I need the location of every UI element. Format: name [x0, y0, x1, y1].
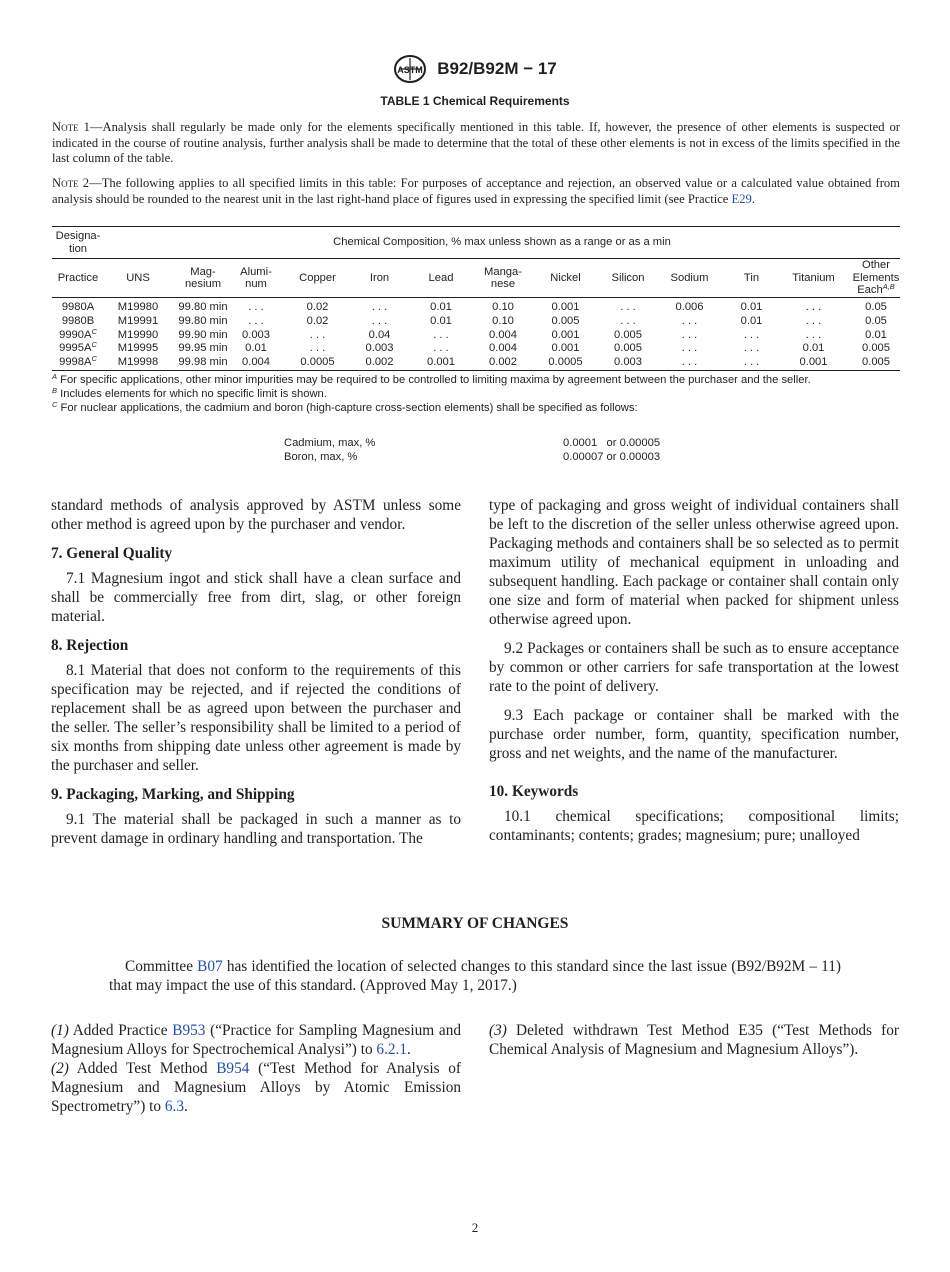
- column-header: Tin: [728, 259, 775, 298]
- note-text: —The following applies to all specified limits in this table: For purposes of acceptance and rejection, an observed value or a calculated value obtained from analysis should be rounded to the nearest unit in the last right-hand place of figures used in expressing the specified limit (see Practice: [52, 176, 900, 206]
- table-cell: . . .: [681, 328, 698, 341]
- footnote-mark: A: [52, 372, 58, 381]
- astm-logo-icon: [393, 54, 427, 84]
- footnote-mark: B: [52, 385, 58, 395]
- table-cell: 0.0005: [526, 356, 605, 370]
- table-cell: 0.004: [489, 342, 517, 355]
- column-header: Lead: [402, 259, 480, 298]
- practice-value: 9990A: [59, 328, 92, 341]
- table-row: [52, 356, 900, 370]
- table-cell: . . .: [309, 328, 326, 341]
- table-cell: 0.0005: [278, 356, 357, 370]
- table-cell: 0.003: [605, 356, 651, 370]
- footnote-text: For specific applications, other minor impurities may be required to be controlled to limiting maxima by agreement between the purchaser and the seller.: [57, 374, 811, 386]
- table-cell: 0.01: [802, 342, 825, 355]
- text-span: (“Practice for Sampling Magnesium and Magnesium Alloys for Spectrochemical Analysi”) to: [51, 1022, 462, 1058]
- page-number: 2: [471, 1220, 479, 1235]
- table-cell: 0.002: [480, 356, 526, 370]
- practice-cell: [52, 298, 104, 315]
- paragraph: 9.1 The material shall be packaged in such a manner as to prevent damage in ordinary handling and transportation. The: [51, 811, 461, 847]
- chemical-requirements-table: [52, 226, 900, 371]
- limit-label: Cadmium, max, %: [284, 437, 376, 449]
- table-cell: . . .: [433, 342, 449, 355]
- other-elements-label: Other Elements Each: [852, 259, 900, 297]
- section-6-2-1-link[interactable]: 6.2.1: [376, 1041, 408, 1058]
- table-cell: 0.05: [865, 301, 887, 313]
- footnote: [52, 399, 912, 416]
- table-cell: 0.01: [740, 301, 763, 313]
- footnote-ref: C: [91, 354, 97, 364]
- text-span: has identified the location of selected changes to this standard since the last issue (B92/B92M – 11) that may impact the use of this standard. (Approved May 1, 2017.): [109, 958, 841, 994]
- section-heading: 7. General Quality: [51, 545, 173, 562]
- practice-value: 9995A: [59, 342, 92, 355]
- table-cell: 0.01: [430, 314, 452, 327]
- table-cell: 0.003: [242, 328, 270, 341]
- change-number: (1): [51, 1022, 69, 1039]
- summary-title: SUMMARY OF CHANGES: [381, 915, 569, 932]
- column-header: Manga- nese: [480, 259, 526, 298]
- table-note-2: [52, 176, 900, 207]
- table-cell: 99.80 min: [178, 314, 228, 327]
- changes-left-column: [51, 1021, 461, 1116]
- practice-value: 9998A: [59, 356, 92, 369]
- table-cell: . . .: [651, 356, 728, 370]
- table-cell: 0.10: [492, 301, 514, 313]
- composition-header: Chemical Composition, % max unless shown as a range or as a min: [104, 227, 900, 259]
- table-cell: 0.001: [551, 342, 580, 355]
- section-heading: 10. Keywords: [489, 783, 579, 800]
- table-cell: . . .: [681, 314, 698, 327]
- table-cell: . . .: [371, 314, 388, 327]
- table-cell: 0.004: [234, 356, 278, 370]
- table-cell: 0.002: [357, 356, 402, 370]
- practice-cell: [52, 356, 104, 370]
- column-header: Copper: [278, 259, 357, 298]
- table-cell: M19991: [117, 314, 159, 327]
- table-cell: 0.01: [865, 328, 887, 341]
- svg-text:ASTM: ASTM: [397, 65, 423, 75]
- table-cell: 0.10: [492, 314, 514, 327]
- b954-link[interactable]: B954: [216, 1060, 250, 1077]
- table-cell: 0.004: [489, 328, 517, 341]
- change-number: (2): [51, 1060, 69, 1077]
- committee-b07-link[interactable]: B07: [197, 958, 223, 975]
- table-cell: 0.02: [306, 314, 329, 327]
- table-cell: 99.80 min: [178, 301, 228, 313]
- paragraph: 7.1 Magnesium ingot and stick shall have a clean surface and shall be commercially free from dirt, slag, or other foreign material.: [51, 570, 461, 625]
- table-cell: . . .: [743, 328, 760, 341]
- text-span: .: [407, 1041, 411, 1058]
- footnote-ref: A,B: [882, 282, 895, 292]
- practice-value: 9980A: [61, 301, 95, 313]
- paragraph: standard methods of analysis approved by ASTM unless some other method is agreed upon by the purchaser and vendor.: [51, 497, 461, 533]
- table-cell: . . .: [681, 342, 698, 355]
- table-cell: 0.005: [852, 356, 900, 370]
- summary-intro: [109, 957, 841, 995]
- table-cell: 0.005: [614, 342, 642, 355]
- table-cell: 0.001: [775, 356, 852, 370]
- section-6-3-link[interactable]: 6.3: [164, 1098, 184, 1115]
- table-cell: . . .: [248, 314, 264, 327]
- limit-row: [284, 450, 660, 464]
- document-designation: B92/B92M − 17: [437, 59, 557, 78]
- paragraph: 9.2 Packages or containers shall be such as to ensure acceptance by common or other carriers for safe transportation at the lowest rate to the point of delivery.: [489, 640, 899, 695]
- table-row: [52, 315, 900, 329]
- column-header: Sodium: [651, 259, 728, 298]
- table-cell: . . .: [620, 314, 636, 327]
- paragraph: 10.1 chemical specifications; compositional limits; contaminants; contents; grades; magnesium; pure; unalloyed: [489, 808, 899, 844]
- column-header: Alumi- num: [234, 259, 278, 298]
- section-heading: 8. Rejection: [51, 637, 129, 654]
- column-header: [852, 259, 900, 298]
- limit-value: 0.00007 or 0.00003: [563, 451, 661, 463]
- section-heading: 9. Packaging, Marking, and Shipping: [51, 786, 295, 803]
- table-cell: . . .: [309, 342, 326, 355]
- column-header: UNS: [104, 259, 172, 298]
- note-label: Note 2: [52, 176, 90, 190]
- table-cell: 0.01: [245, 342, 267, 355]
- footnote-ref: C: [91, 340, 97, 350]
- table-row: [52, 342, 900, 356]
- limit-value: 0.0001 or 0.00005: [563, 437, 661, 449]
- footnote-text: Includes elements for which no specific limit is shown.: [57, 387, 327, 400]
- table-cell: . . .: [248, 301, 264, 313]
- change-item: [51, 1021, 461, 1059]
- note-label: Note 1: [52, 120, 90, 134]
- change-number: (3): [489, 1022, 507, 1039]
- table-cell: 99.90 min: [178, 328, 228, 341]
- table-title: TABLE 1 Chemical Requirements: [380, 94, 570, 108]
- left-column: [51, 496, 461, 858]
- text-span: Deleted withdrawn Test Method E35 (“Test Methods for Chemical Analysis of Magnesium and Magnesium Alloys”).: [489, 1022, 899, 1058]
- table-cell: M19990: [117, 328, 159, 341]
- table-cell: . . .: [728, 356, 775, 370]
- table-cell: . . .: [805, 328, 822, 341]
- practice-value: 9980B: [61, 314, 95, 327]
- column-header: Mag- nesium: [172, 259, 234, 298]
- text-span: Added Practice: [68, 1022, 173, 1039]
- table-cell: 0.04: [368, 328, 391, 341]
- table-cell: 0.005: [551, 314, 580, 327]
- nuclear-limits: [284, 436, 660, 464]
- table-cell: 99.95 min: [178, 342, 228, 355]
- limit-label: Boron, max, %: [284, 451, 358, 463]
- column-header: Iron: [357, 259, 402, 298]
- column-header: Silicon: [605, 259, 651, 298]
- paragraph: 8.1 Material that does not conform to the requirements of this specification may be rejected, and if rejected the conditions of replacement shall be as agreed upon between the purchaser and the seller. The seller’s responsibility shall be limited to a period of six months from shipping date unless other agreement is made by the purchaser and seller.: [51, 662, 461, 774]
- paragraph: type of packaging and gross weight of individual containers shall be left to the discretion of the seller unless otherwise agreed upon. Packaging methods and containers shall be so selected as to permit maximum utility of mechanical equipment in unloading and subsequent handling. Each package or container shall contain only one size and form of material when packed for shipment unless otherwise agreed upon.: [489, 497, 899, 628]
- table-cell: M19995: [117, 342, 159, 355]
- table-row: [52, 298, 900, 315]
- footnote-text: For nuclear applications, the cadmium and boron (high-capture cross-section elements) shall be specified as follows:: [57, 401, 638, 414]
- table-cell: 0.01: [740, 314, 763, 327]
- table-cell: M19998: [104, 356, 172, 370]
- table-cell: 0.001: [402, 356, 480, 370]
- table-cell: 0.05: [865, 314, 887, 327]
- table-row: [52, 329, 900, 343]
- table-cell: . . .: [620, 301, 636, 313]
- footnote-ref: C: [91, 326, 97, 336]
- footnote: [52, 385, 912, 402]
- note-end: .: [751, 191, 755, 206]
- table-cell: 0.006: [675, 301, 704, 313]
- column-header: Titanium: [775, 259, 852, 298]
- table-cell: 0.001: [551, 328, 580, 341]
- column-header: Nickel: [526, 259, 605, 298]
- practice-e29-link[interactable]: E29: [731, 191, 752, 206]
- table-cell: . . .: [805, 301, 822, 313]
- table-cell: M19980: [117, 301, 159, 313]
- table-cell: 0.02: [306, 301, 329, 313]
- b953-link[interactable]: B953: [172, 1022, 206, 1039]
- table-footnotes: [52, 374, 912, 415]
- table-cell: . . .: [743, 342, 760, 355]
- limit-row: [284, 436, 660, 450]
- text-span: (“Test Method for Analysis of Magnesium and Magnesium Alloys by Atomic Emission Spectrometry”) to: [51, 1060, 461, 1115]
- change-item: [51, 1059, 461, 1116]
- table-cell: 0.005: [614, 328, 642, 341]
- table-cell: 0.005: [862, 342, 890, 355]
- footnote: [52, 374, 912, 388]
- text-span: Added Test Method: [68, 1060, 217, 1077]
- table-cell: 0.001: [551, 301, 580, 313]
- page-header: [0, 54, 950, 84]
- text-span: Committee: [125, 958, 198, 975]
- text-span: .: [183, 1098, 188, 1115]
- table-cell: 0.01: [430, 301, 452, 313]
- table-cell: . . .: [371, 301, 388, 313]
- designation-header: Designa- tion: [52, 227, 104, 259]
- table-cell: 99.98 min: [172, 356, 234, 370]
- table-cell: . . .: [805, 314, 822, 327]
- paragraph: 9.3 Each package or container shall be marked with the purchase order number, form, quantity, specification number, gross and net weights, and the name of the manufacturer.: [489, 707, 899, 762]
- right-column: [489, 496, 899, 855]
- change-item: [489, 1021, 899, 1059]
- column-header: Practice: [52, 259, 104, 298]
- table-cell: 0.003: [365, 342, 394, 355]
- table-note-1: [52, 120, 900, 167]
- footnote-mark: C: [52, 399, 58, 409]
- changes-right-column: [489, 1021, 899, 1059]
- note-text: —Analysis shall regularly be made only for the elements specifically mentioned in this table. If, however, the presence of other elements is suspected or indicated in the course of routine analysis, further analysis shall be made to determine that the total of these other elements is not in excess of the limits specified in the last column of the table.: [52, 120, 900, 165]
- table-cell: . . .: [433, 328, 449, 341]
